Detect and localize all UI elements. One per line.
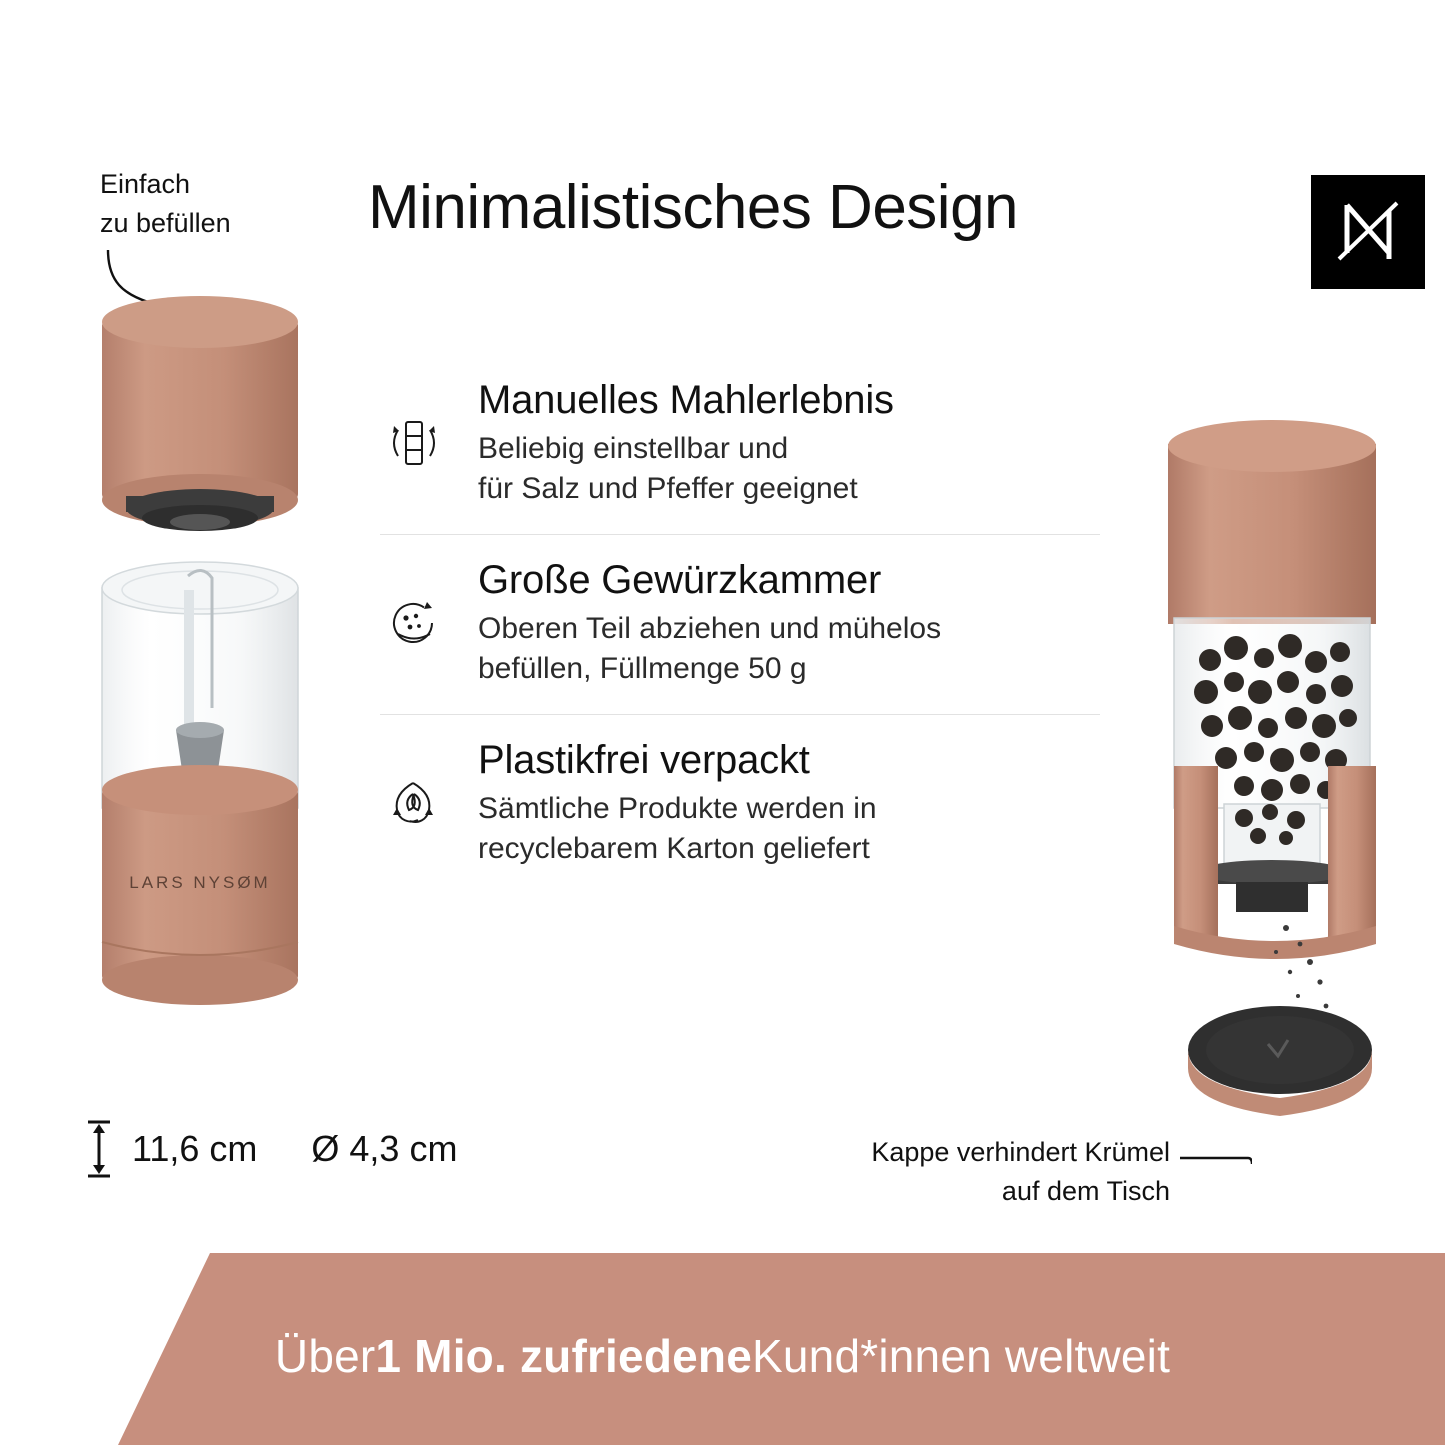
recycle-leaf-icon — [380, 770, 446, 836]
callout-easy-refill — [100, 165, 330, 243]
callout-cap-line1: Kappe verhindert Krümel — [871, 1137, 1170, 1167]
feature-item — [380, 534, 1100, 714]
feature-desc-line2: recyclebarem Karton geliefert — [478, 831, 870, 865]
feature-title: Plastikfrei verpackt — [478, 738, 810, 783]
callout-easy-refill-line1: Einfach — [100, 169, 191, 199]
callout-easy-refill-line2: zu befüllen — [100, 208, 231, 239]
feature-desc-line1: Beliebig einstellbar und — [478, 432, 789, 465]
grinder-adjust-icon — [380, 410, 446, 476]
product-lid — [102, 296, 298, 531]
callout-cap-line2: auf dem Tisch — [1001, 1176, 1170, 1207]
diameter-value: Ø 4,3 cm — [311, 1128, 458, 1169]
banner-strong: 1 Mio. zufriedene — [375, 1330, 752, 1382]
height-arrow-icon — [82, 1118, 116, 1180]
callout-cap-prevents-crumbs — [780, 1133, 1170, 1211]
refill-chamber-icon — [380, 590, 446, 656]
callout-leader-line-bottom-right — [1180, 1152, 1252, 1172]
banner-text — [0, 1253, 1445, 1445]
product-wordmark: LARS NYSØM — [129, 873, 271, 892]
page-title: Minimalistisches Design — [368, 173, 1019, 242]
product-image-in-use — [1140, 420, 1430, 1140]
feature-desc-line1: Oberen Teil abziehen und mühelos — [478, 612, 942, 646]
feature-desc-line2: befüllen, Füllmenge 50 g — [478, 651, 807, 685]
banner-prefix: Über — [274, 1330, 376, 1382]
feature-list — [380, 355, 1100, 895]
product-cap-detached — [1188, 1006, 1372, 1116]
feature-item — [380, 714, 1100, 894]
feature-desc-line2: für Salz und Pfeffer geeignet — [478, 471, 858, 505]
feature-item — [380, 355, 1100, 534]
brand-logo — [1311, 175, 1425, 289]
banner-suffix: Kund*innen weltweit — [752, 1330, 1171, 1382]
product-image-exploded — [80, 290, 330, 1010]
dimensions-row — [82, 1118, 457, 1180]
product-lid-assembled — [1168, 420, 1376, 624]
feature-title: Manuelles Mahlerlebnis — [478, 378, 894, 422]
product-body — [102, 765, 298, 1005]
height-value: 11,6 cm — [132, 1128, 258, 1169]
bottom-banner — [0, 1253, 1445, 1445]
feature-title: Große Gewürzkammer — [478, 558, 882, 603]
feature-desc-line1: Sämtliche Produkte werden in — [478, 792, 877, 826]
product-grinder-mechanism — [1198, 804, 1346, 912]
lars-nysom-monogram-icon — [1311, 175, 1425, 289]
